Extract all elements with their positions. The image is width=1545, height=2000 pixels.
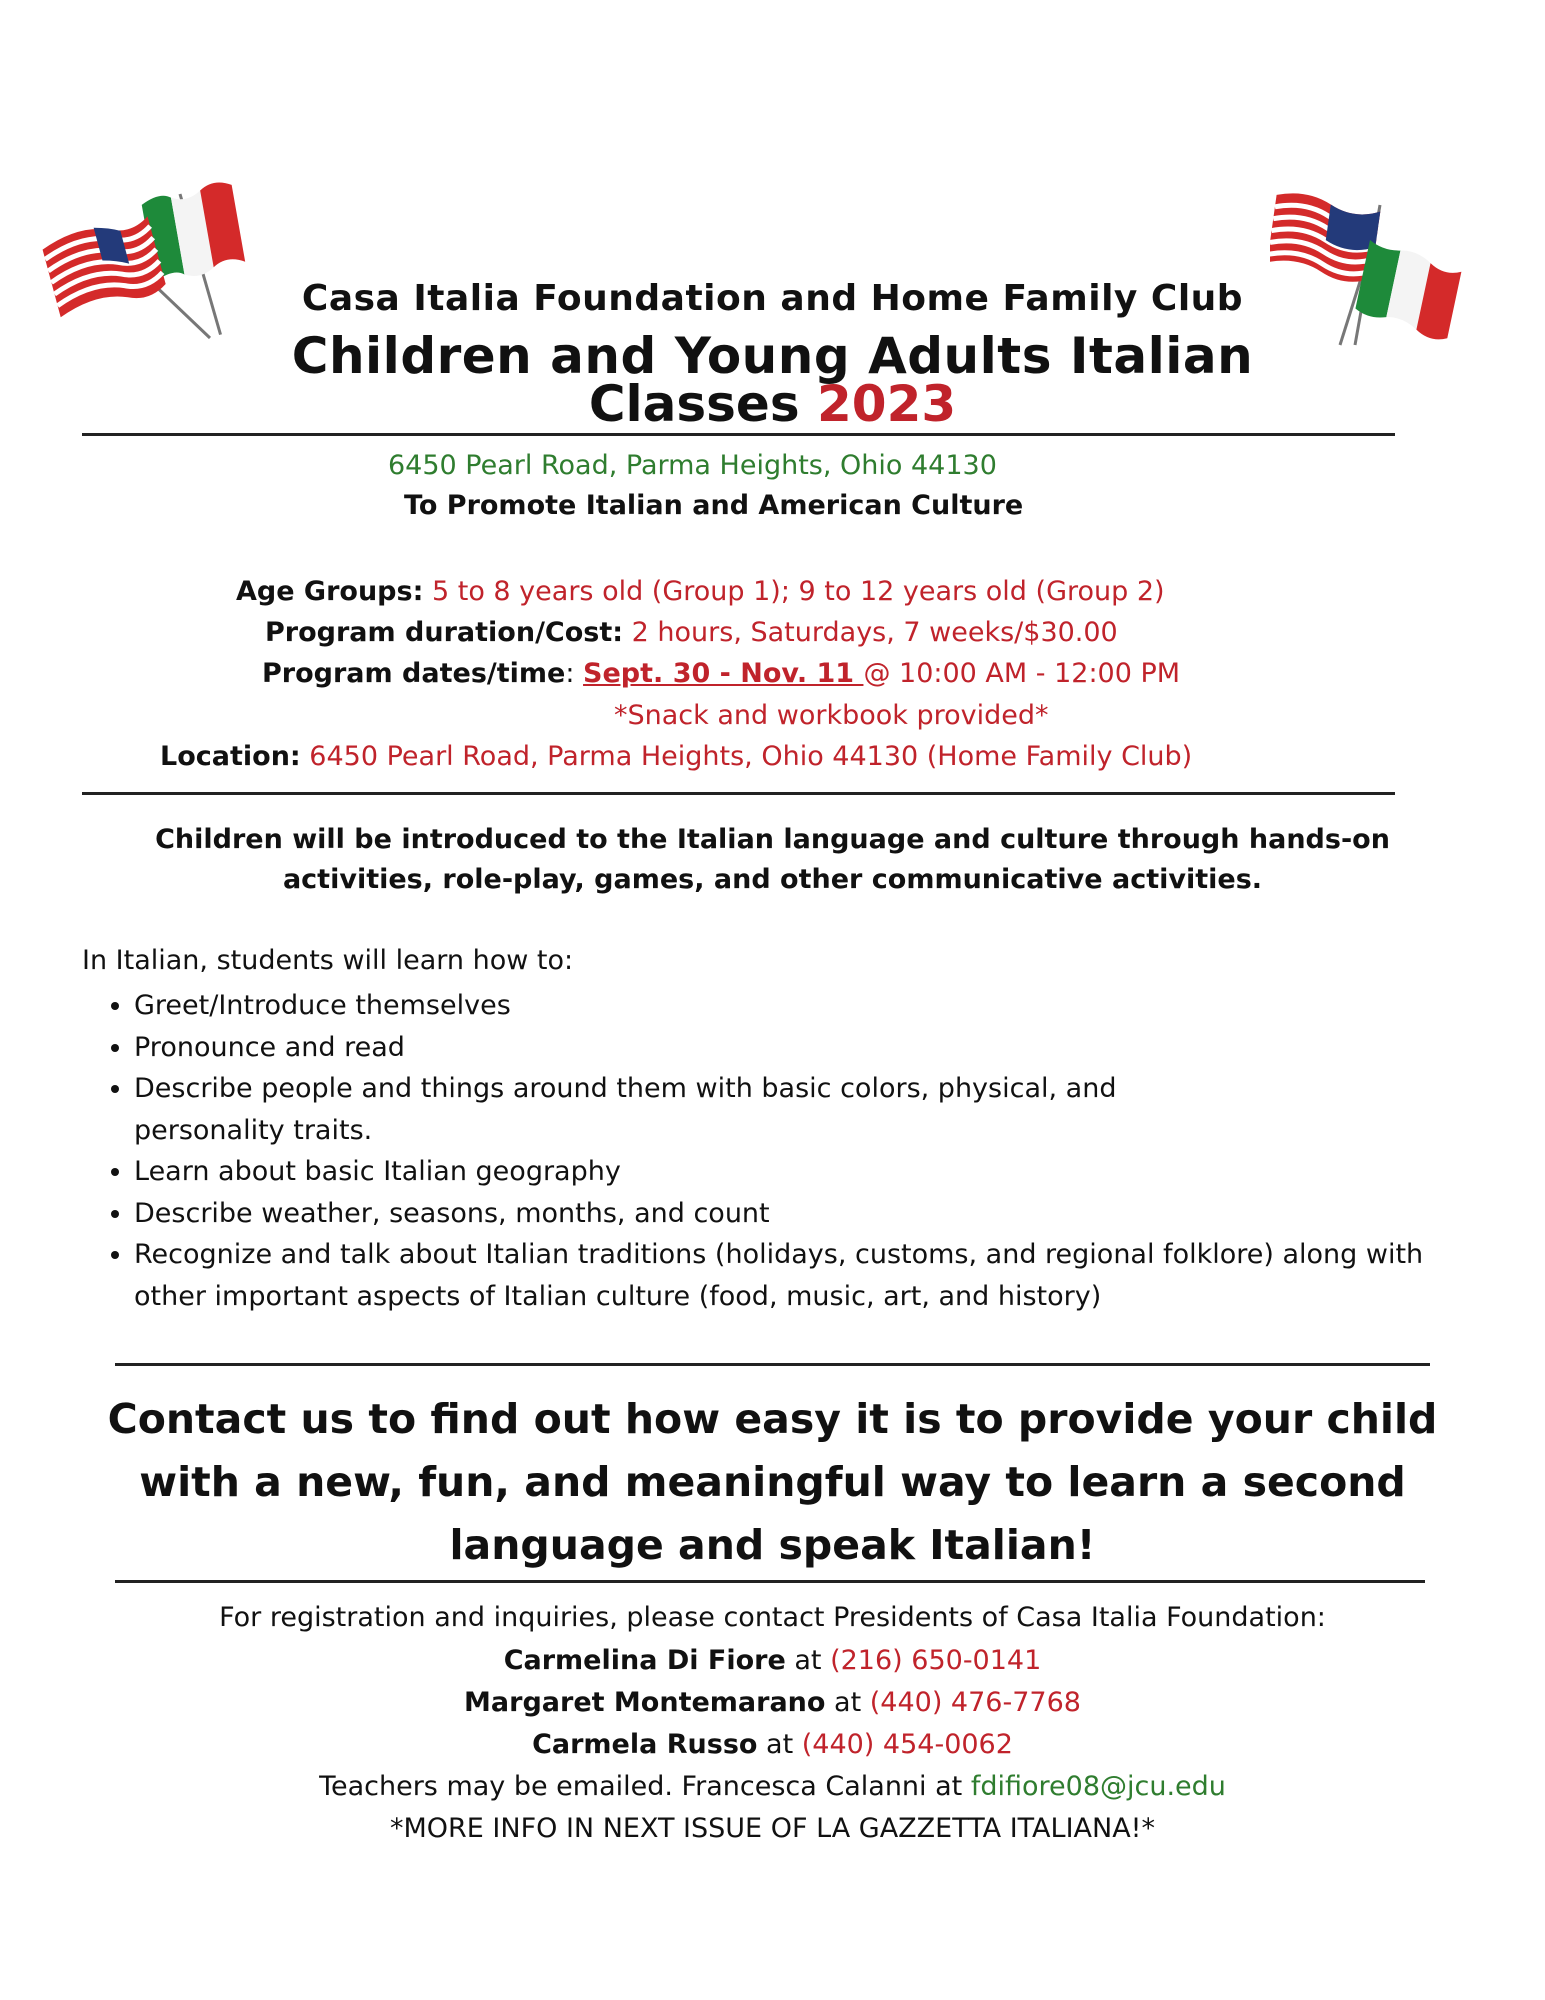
list-item: • Greet/Introduce themselves [134, 985, 1464, 1027]
page-title-line1: Children and Young Adults Italian [291, 327, 1254, 385]
contact-name: Carmelina Di Fiore [503, 1645, 786, 1676]
contact-at: at [785, 1645, 831, 1676]
list-item: • Describe people and things around them with basic colors, physical, and personality traits. [134, 1068, 1264, 1151]
intro-paragraph [0, 820, 1545, 900]
contact-row [0, 1645, 1545, 1676]
duration-row [265, 617, 1118, 648]
list-item: • Pronounce and read [134, 1027, 1464, 1069]
age-groups-value: 5 to 8 years old (Group 1); 9 to 12 years old (Group 2) [423, 576, 1165, 607]
right-flags [1270, 180, 1500, 350]
teachers-email-link[interactable]: fdifiore08@jcu.edu [970, 1771, 1226, 1802]
page-title-line2 [0, 375, 1545, 433]
more-info-note: *MORE INFO IN NEXT ISSUE OF LA GAZZETTA ITALIANA!* [389, 1813, 1155, 1844]
contact-cta-line2: with a new, fun, and meaningful way to learn a second [139, 1458, 1406, 1506]
contact-row [0, 1687, 1545, 1718]
contact-phone[interactable]: (440) 454-0062 [801, 1729, 1013, 1760]
location-label: Location: [160, 741, 301, 772]
duration-label: Program duration/Cost: [265, 617, 624, 648]
left-flags [40, 180, 270, 350]
contact-at: at [757, 1729, 802, 1760]
location-row [160, 741, 1192, 772]
contact-name: Carmela Russo [532, 1729, 758, 1760]
contact-cta-line1: Contact us to find out how easy it is to provide your child [107, 1395, 1438, 1443]
dates-row [262, 658, 1180, 689]
time-value: @ 10:00 AM - 12:00 PM [863, 658, 1181, 689]
learn-heading: In Italian, students will learn how to: [82, 945, 574, 976]
teachers-row [0, 1771, 1545, 1802]
provided-note: *Snack and workbook provided* [614, 700, 1049, 731]
contact-row [0, 1729, 1545, 1760]
intro-line1: Children will be introduced to the Italian language and culture through hands-on [155, 824, 1390, 855]
contact-at: at [825, 1687, 870, 1718]
divider-2 [82, 792, 1395, 795]
age-groups-row [236, 576, 1165, 607]
contact-phone[interactable]: (216) 650-0141 [830, 1645, 1042, 1676]
age-groups-label: Age Groups: [236, 576, 424, 607]
divider-1 [82, 433, 1395, 436]
dates-colon: : [565, 658, 584, 689]
title-year: 2023 [817, 375, 957, 433]
organization-name: Casa Italia Foundation and Home Family Club [301, 278, 1244, 319]
list-item: • Describe weather, seasons, months, and count [134, 1193, 1464, 1235]
location-value: 6450 Pearl Road, Parma Heights, Ohio 44130 (Home Family Club) [300, 741, 1193, 772]
intro-line2: activities, role-play, games, and other communicative activities. [282, 864, 1263, 895]
mission-line: To Promote Italian and American Culture [404, 490, 1024, 521]
learn-list [82, 985, 1464, 1317]
divider-3 [115, 1363, 1430, 1366]
address-line: 6450 Pearl Road, Parma Heights, Ohio 44130 [388, 450, 997, 481]
teachers-text: Teachers may be emailed. Francesca Calanni at [319, 1771, 971, 1802]
dates-label: Program dates/time [262, 658, 566, 689]
dates-value: Sept. 30 - Nov. 11 [583, 658, 864, 689]
list-item: • Recognize and talk about Italian traditions (holidays, customs, and regional folklore) along with other important aspects of Italian culture (food, music, art, and history) [134, 1234, 1464, 1317]
divider-4 [115, 1580, 1425, 1583]
contact-name: Margaret Montemarano [464, 1687, 826, 1718]
contact-cta-line3: language and speak Italian! [449, 1521, 1096, 1569]
contact-cta [0, 1388, 1545, 1577]
title-prefix: Classes [588, 375, 817, 433]
duration-value: 2 hours, Saturdays, 7 weeks/$30.00 [623, 617, 1118, 648]
registration-intro: For registration and inquiries, please contact Presidents of Casa Italia Foundation: [219, 1602, 1326, 1633]
list-item: • Learn about basic Italian geography [134, 1151, 1464, 1193]
contact-phone[interactable]: (440) 476-7768 [869, 1687, 1081, 1718]
